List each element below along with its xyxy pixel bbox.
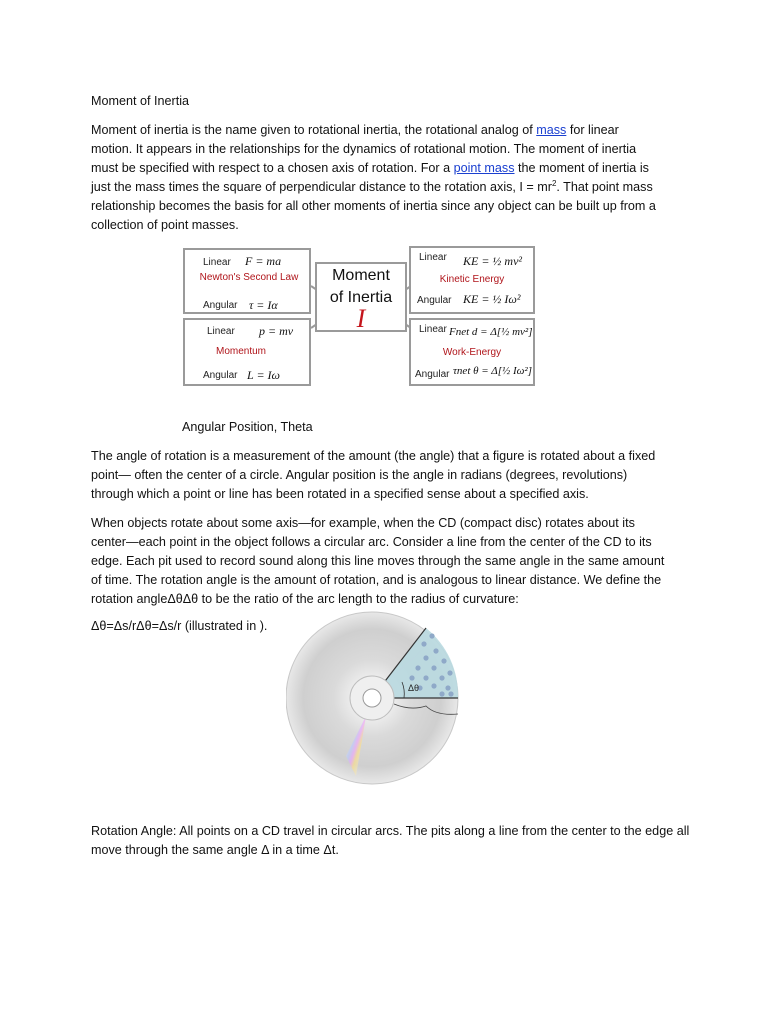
cd-illustration — [286, 606, 466, 796]
momentum-linear-equation: p = mv — [259, 324, 294, 338]
para1-text-2: for linear motion. It appears in the relationships for the dynamics of rotational motion. The moment of inertia must be specified with respect to a chosen axis of rotation. For a — [91, 123, 637, 175]
angular-label: Angular — [415, 369, 450, 380]
momentum-angular-equation: L = Iω — [247, 368, 281, 382]
point-mass-link[interactable]: point mass — [453, 161, 515, 175]
cd-caption: Rotation Angle: All points on a CD travel in circular arcs. The pits along a line from the center to the edge all move through the same angle Δ in a time Δt. — [91, 824, 690, 857]
superscript-2: 2 — [551, 178, 557, 188]
work-energy-label: Work-Energy — [442, 347, 502, 358]
kinetic-angular-equation: KE = ½ Iω² — [463, 292, 521, 306]
kinetic-linear-equation: KE = ½ mv² — [463, 254, 523, 268]
para1-text-1: Moment of inertia is the name given to rotational inertia, the rotational analog of — [91, 123, 537, 137]
angular-label: Angular — [203, 300, 238, 311]
angular-label: Angular — [417, 295, 452, 306]
newton-angular-equation: τ = Iα — [249, 298, 278, 312]
newton-second-law-label: Newton's Second Law — [199, 272, 299, 283]
work-linear-equation: Fnet d = Δ[½ mv²] — [449, 326, 533, 338]
moment-of-inertia-center-box — [315, 262, 407, 332]
moment-of-inertia-diagram — [183, 246, 535, 388]
page-title: Moment of Inertia — [91, 94, 189, 108]
inertia-symbol: I — [356, 304, 366, 333]
para1-text-4: . That point mass relationship becomes the basis for all other moments of inertia since any object can be built up from a collection of point masses. — [91, 180, 656, 232]
mass-link[interactable]: mass — [536, 123, 567, 137]
center-title-line2: of Inertia — [329, 289, 393, 306]
linear-label: Linear — [203, 257, 231, 268]
formula-line: Δθ=Δs/rΔθ=Δs/r (illustrated in ). — [91, 619, 268, 633]
work-angular-equation: τnet θ = Δ[½ Iω²] — [453, 365, 532, 377]
linear-label: Linear — [207, 326, 235, 337]
linear-label: Linear — [419, 324, 447, 335]
linear-label: Linear — [419, 252, 447, 263]
newton-second-law-box — [183, 248, 311, 314]
delta-theta-label: Δθ — [408, 683, 420, 693]
section-heading-angular-position: Angular Position, Theta — [182, 420, 313, 434]
paragraph-cd-rotation: When objects rotate about some axis—for example, when the CD (compact disc) rotates about its center—each point in the object follows a circular arc. Consider a line from the center of the CD to its edge. Each pit used to record sound along this line moves through the same angle in the same amount of time. The rotation angle is the amount of rotation, and is analogous to linear distance. We define the rotation angleΔθΔθ to be the ratio of the arc length to the radius of curvature: — [91, 516, 665, 606]
momentum-box — [183, 318, 311, 386]
newton-linear-equation: F = ma — [245, 254, 282, 268]
angular-label: Angular — [203, 370, 238, 381]
center-title-line1: Moment — [332, 267, 390, 284]
kinetic-energy-box — [409, 246, 535, 314]
paragraph-moment-of-inertia — [91, 121, 661, 235]
paragraph-angle-of-rotation: The angle of rotation is a measurement of the amount (the angle) that a figure is rotated about a fixed point— often the center of a circle. Angular position is the angle in radians (degrees, revolutions) through which a point or line has been rotated in a specified sense about a specified axis. — [91, 449, 656, 501]
work-energy-box — [409, 318, 535, 386]
momentum-label: Momentum — [215, 346, 266, 357]
para1-text-3: the moment of inertia is just the mass times the square of perpendicular distance to the rotation axis, I = mr — [91, 161, 649, 194]
kinetic-energy-label: Kinetic Energy — [439, 274, 505, 285]
cd-center-hole — [363, 689, 381, 707]
